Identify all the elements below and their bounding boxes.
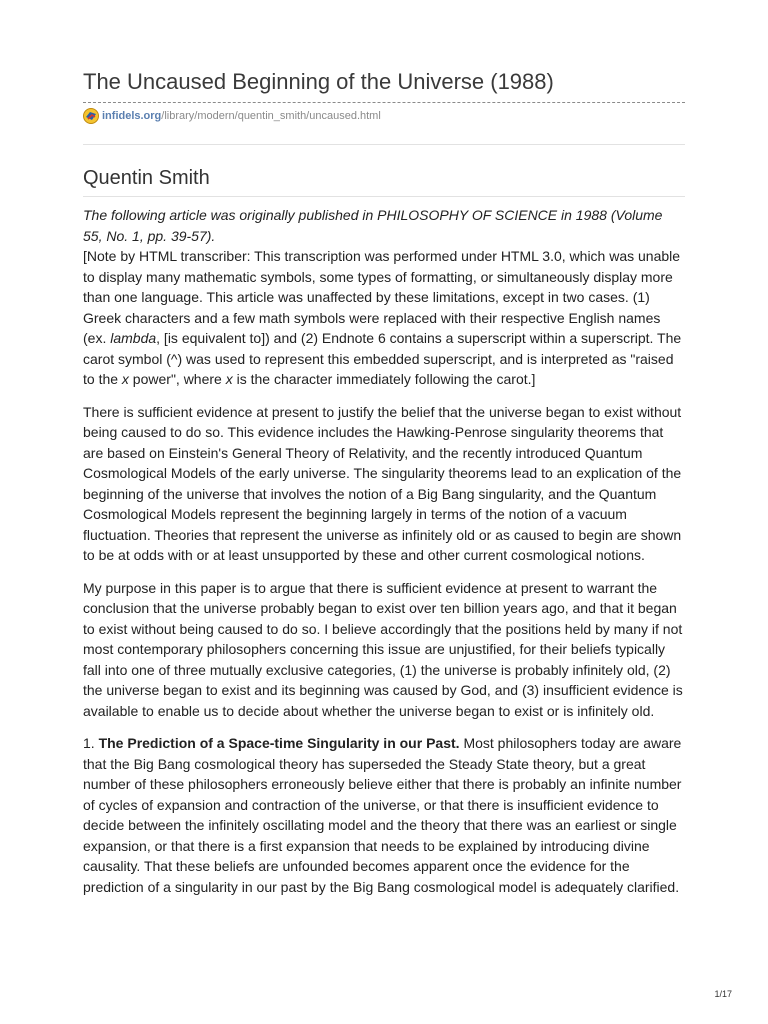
page-indicator: 1/17 bbox=[714, 989, 732, 999]
note-text-3: power", where bbox=[128, 371, 226, 387]
paragraph-purpose: My purpose in this paper is to argue that there is sufficient evidence at present to warrant the conclusion that the universe probably began to exist over ten billion years ago, and that it began to exist without being caused to do so. I believe accordingly that the positions held by many if not most contemporary philosophers concerning this issue are unjustified, for their beliefs typically fall into one of three mutually exclusive categories, (1) the universe is probably infinitely old, (2) the universe began to exist and its beginning was caused by God, and (3) insufficient evidence is available to enable us to decide about whether the universe began to exist or is infinitely old. bbox=[83, 579, 683, 719]
section-1-text: Most philosophers today are aware that the Big Bang cosmological theory has superseded the Steady State theory, but a great number of these philosophers erroneously believe either that there is probably an infinite number of cycles of expansion and contraction of the universe, or that there is insufficient evidence to decide between the infinitely oscillating model and the theory that there was an earliest or single expansion, or that there is a first expansion that needs to be explained by introducing divine causality. That these beliefs are unfounded becomes apparent once the evidence for the prediction of a singularity in our past by the Big Bang cosmological model is adequately clarified. bbox=[83, 735, 682, 895]
section-1-heading: The Prediction of a Space-time Singularity in our Past. bbox=[98, 735, 460, 751]
title-divider bbox=[83, 102, 685, 103]
note-text-4: is the character immediately following the carot.] bbox=[232, 371, 536, 387]
note-x-2: x bbox=[225, 371, 233, 387]
source-path[interactable]: /library/modern/quentin_smith/uncaused.html bbox=[161, 110, 381, 122]
intro-text: The following article was originally published in PHILOSOPHY OF SCIENCE in 1988 (Volume 55, No. 1, pp. 39-57). bbox=[83, 207, 663, 244]
note-x-1: x bbox=[121, 371, 129, 387]
note-text-2: , [is equivalent to]) and (2) Endnote 6 contains a superscript within a superscript. The carot symbol (^) was used to represent this embedded superscript, and is interpreted as "raised to the bbox=[83, 330, 682, 387]
source-link[interactable] bbox=[83, 108, 381, 124]
transcriber-note bbox=[83, 246, 685, 390]
section-1-number: 1. bbox=[83, 735, 95, 751]
section-1 bbox=[83, 733, 685, 897]
source-domain[interactable]: infidels.org bbox=[102, 110, 162, 122]
header-rule bbox=[83, 144, 685, 145]
article-body bbox=[83, 205, 685, 909]
author-name: Quentin Smith bbox=[83, 167, 210, 189]
infidels-logo-icon bbox=[83, 108, 99, 124]
page-title: The Uncaused Beginning of the Universe (1988) bbox=[83, 69, 554, 94]
note-lambda: lambda bbox=[110, 330, 157, 346]
intro-note bbox=[83, 205, 685, 246]
author-rule bbox=[83, 196, 685, 197]
note-text-1: [Note by HTML transcriber: This transcription was performed under HTML 3.0, which was unable to display many mathematic symbols, some types of formatting, or simultaneously display more than one language. This article was unaffected by these limitations, except in two cases. (1) Greek characters and a few math symbols were replaced with their respective English names (ex. bbox=[83, 248, 681, 346]
paragraph-abstract: There is sufficient evidence at present to justify the belief that the universe began to exist without being caused to do so. This evidence includes the Hawking-Penrose singularity theorems that are based on Einstein's General Theory of Relativity, and the recently introduced Quantum Cosmological Models of the early universe. The singularity theorems lead to an explication of the beginning of the universe that involves the notion of a Big Bang singularity, and the Quantum Cosmological Models represent the beginning largely in terms of the notion of a vacuum fluctuation. Theories that represent the universe as infinitely old or as caused to begin are shown to be at odds with or at least unsupported by these and other current cosmological notions. bbox=[83, 403, 682, 563]
